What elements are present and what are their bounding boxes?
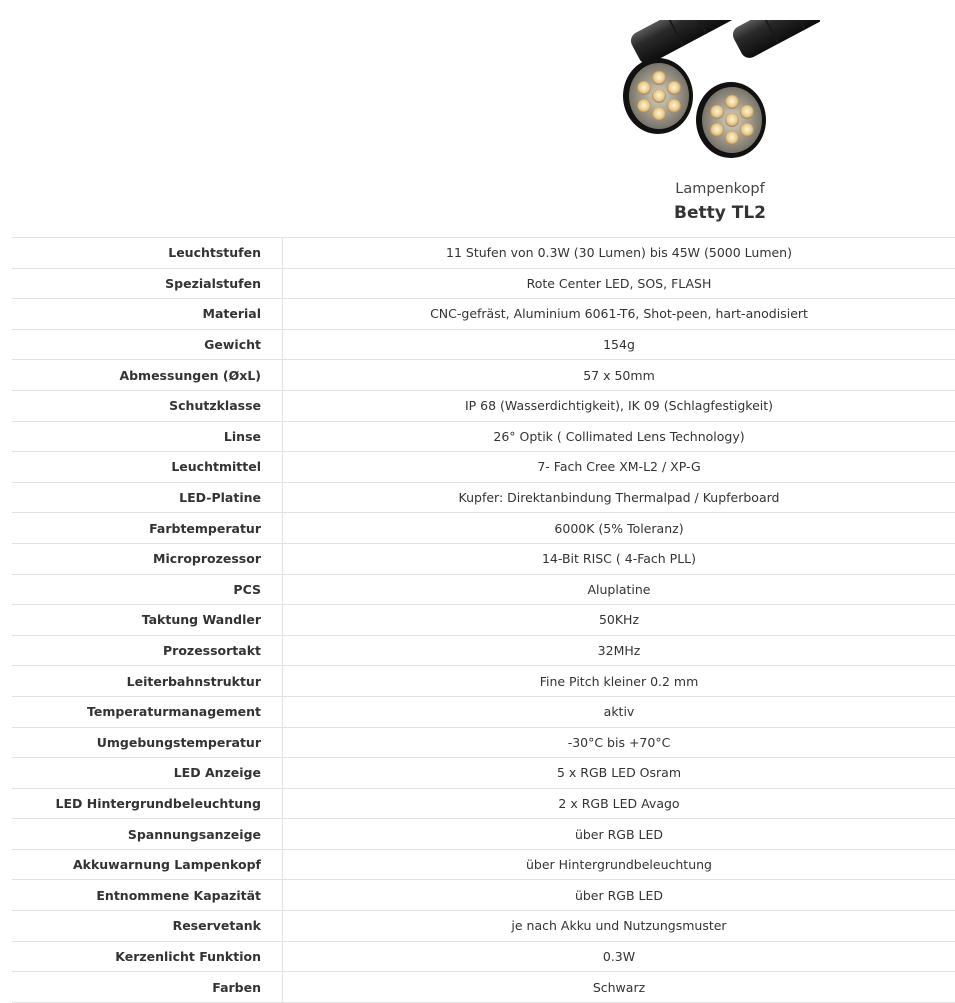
product-category: Lampenkopf: [485, 181, 955, 197]
spec-label: LED Anzeige: [12, 758, 283, 789]
spec-row: [12, 819, 955, 850]
spec-value: 11 Stufen von 0.3W (30 Lumen) bis 45W (5000 Lumen): [283, 238, 955, 269]
spec-value: Rote Center LED, SOS, FLASH: [283, 268, 955, 299]
spec-value: aktiv: [283, 696, 955, 727]
spec-row: [12, 666, 955, 697]
spec-value: 57 x 50mm: [283, 360, 955, 391]
spec-row: [12, 758, 955, 789]
spec-value: über RGB LED: [283, 819, 955, 850]
spec-value: über RGB LED: [283, 880, 955, 911]
spec-row: [12, 482, 955, 513]
spec-label: Farbtemperatur: [12, 513, 283, 544]
product-title: Betty TL2: [485, 203, 955, 223]
spec-row: [12, 390, 955, 421]
spec-value: 26° Optik ( Collimated Lens Technology): [283, 421, 955, 452]
spec-row: [12, 849, 955, 880]
spec-label: Leiterbahnstruktur: [12, 666, 283, 697]
spec-value: 2 x RGB LED Avago: [283, 788, 955, 819]
spec-value: 0.3W: [283, 941, 955, 972]
spec-row: [12, 421, 955, 452]
spec-label: Akkuwarnung Lampenkopf: [12, 849, 283, 880]
spec-row: [12, 696, 955, 727]
spec-label: Spannungsanzeige: [12, 819, 283, 850]
spec-value: 5 x RGB LED Osram: [283, 758, 955, 789]
spec-table: [12, 237, 955, 1003]
spec-label: Leuchtmittel: [12, 452, 283, 483]
spec-value: IP 68 (Wasserdichtigkeit), IK 09 (Schlagfestigkeit): [283, 390, 955, 421]
spec-label: Kerzenlicht Funktion: [12, 941, 283, 972]
spec-row: [12, 452, 955, 483]
spec-label: Leuchtstufen: [12, 238, 283, 269]
spec-label: Taktung Wandler: [12, 605, 283, 636]
spec-label: Umgebungstemperatur: [12, 727, 283, 758]
spec-label: Microprozessor: [12, 543, 283, 574]
spec-label: Schutzklasse: [12, 390, 283, 421]
spec-label: LED Hintergrundbeleuchtung: [12, 788, 283, 819]
spec-label: Spezialstufen: [12, 268, 283, 299]
spec-label: Prozessortakt: [12, 635, 283, 666]
flashlight-pair-image: [620, 20, 820, 158]
spec-value: Kupfer: Direktanbindung Thermalpad / Kupferboard: [283, 482, 955, 513]
spec-row: [12, 543, 955, 574]
spec-value: 50KHz: [283, 605, 955, 636]
spec-row: [12, 788, 955, 819]
spec-label: Gewicht: [12, 329, 283, 360]
spec-label: PCS: [12, 574, 283, 605]
spec-value: Schwarz: [283, 972, 955, 1003]
spec-row: [12, 941, 955, 972]
spec-label: Farben: [12, 972, 283, 1003]
spec-value: Fine Pitch kleiner 0.2 mm: [283, 666, 955, 697]
spec-row: [12, 329, 955, 360]
spec-label: Temperaturmanagement: [12, 696, 283, 727]
spec-label: Material: [12, 299, 283, 330]
spec-row: [12, 360, 955, 391]
spec-row: [12, 238, 955, 269]
spec-row: [12, 513, 955, 544]
spec-value: 14-Bit RISC ( 4-Fach PLL): [283, 543, 955, 574]
spec-value: -30°C bis +70°C: [283, 727, 955, 758]
spec-row: [12, 635, 955, 666]
spec-label: Entnommene Kapazität: [12, 880, 283, 911]
spec-value: je nach Akku und Nutzungsmuster: [283, 911, 955, 942]
spec-value: über Hintergrundbeleuchtung: [283, 849, 955, 880]
product-header: [485, 0, 955, 236]
spec-row: [12, 574, 955, 605]
spec-label: Abmessungen (ØxL): [12, 360, 283, 391]
spec-row: [12, 880, 955, 911]
spec-value: 32MHz: [283, 635, 955, 666]
spec-row: [12, 972, 955, 1003]
spec-row: [12, 268, 955, 299]
spec-label: LED-Platine: [12, 482, 283, 513]
spec-value: 154g: [283, 329, 955, 360]
spec-row: [12, 911, 955, 942]
spec-value: 7- Fach Cree XM-L2 / XP-G: [283, 452, 955, 483]
spec-label: Reservetank: [12, 911, 283, 942]
spec-row: [12, 605, 955, 636]
spec-row: [12, 299, 955, 330]
spec-value: 6000K (5% Toleranz): [283, 513, 955, 544]
spec-value: CNC-gefräst, Aluminium 6061-T6, Shot-peen, hart-anodisiert: [283, 299, 955, 330]
spec-label: Linse: [12, 421, 283, 452]
spec-value: Aluplatine: [283, 574, 955, 605]
spec-row: [12, 727, 955, 758]
